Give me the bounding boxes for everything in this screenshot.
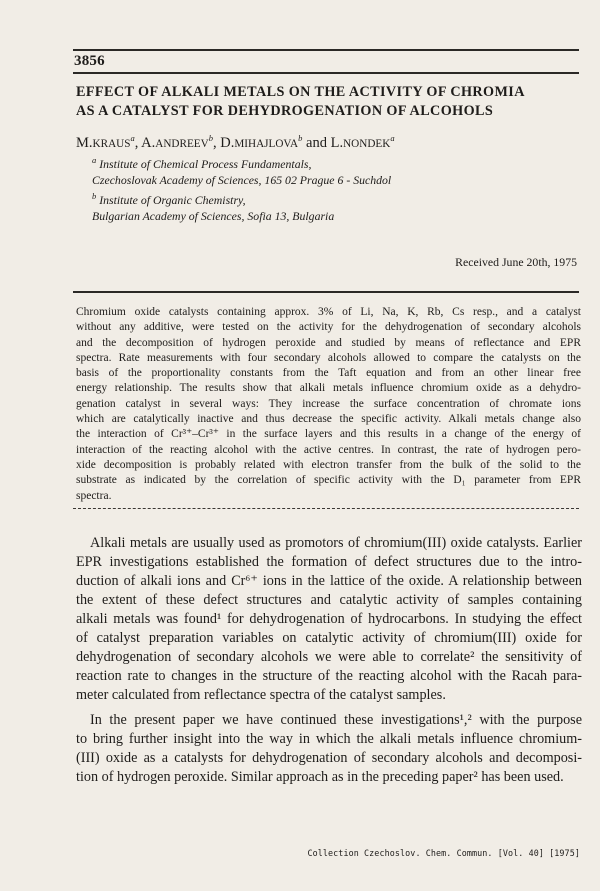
- author: A.ANDREEV$^b$,: [141, 133, 221, 151]
- abstract-top-rule: [73, 291, 579, 293]
- abstract-line: without any additive, were tested on the activity for the dehydrogenation of secondary alcohols: [76, 321, 581, 334]
- body-line: EPR investigations established the formation of defect structures due to the intro-: [76, 554, 582, 570]
- abstract-line: xide decomposition is probably related with electron transfer from the bulk of the solid to the: [76, 458, 581, 471]
- body-line: dehydrogenation of secondary alcohols we were able to correlate² the sensitivity of: [76, 649, 582, 665]
- article-title: [76, 83, 581, 121]
- abstract-line: spectra.: [76, 489, 112, 502]
- body-line: (III) oxide as a catalysts for dehydrogenation of secondary alcohols and decomposi-: [76, 750, 582, 766]
- author: L.NONDEK$^a$: [330, 133, 395, 151]
- author: D.MIHAJLOVA$^b$ and: [220, 133, 331, 151]
- abstract-line: Chromium oxide catalysts containing approx. 3% of Li, Na, K, Rb, Cs resp., and a catalyst: [76, 306, 581, 318]
- body-line: In the present paper we have continued these investigations¹,² with the purpose: [90, 712, 582, 728]
- abstract-line: genation catalyst in several ways: They increase the surface concentration of chromate ions: [76, 397, 581, 410]
- affiliations: [92, 152, 391, 225]
- abstract-line: energy relationship. The results show that alkali metals influence chromium oxide as a dehydro-: [76, 382, 581, 395]
- title-line: AS A CATALYST FOR DEHYDROGENATION OF ALCOHOLS: [76, 103, 494, 119]
- body-line: tion of hydrogen peroxide. Similar approach as in the preceding paper² has been used.: [76, 769, 564, 785]
- body-line: to bring further insight into the way in which the alkali metals influence chromium-: [76, 731, 582, 747]
- abstract-line: interaction of the reacting alcohol with the active centres. In contrast, the rate of hydrogen pero-: [76, 443, 581, 456]
- journal-footer: Collection Czechoslov. Chem. Commun. [Vol. 40] [1975]: [307, 848, 580, 858]
- title-line: EFFECT OF ALKALI METALS ON THE ACTIVITY OF CHROMIA: [76, 84, 525, 100]
- body-line: Alkali metals are usually used as promotors of chromium(III) oxide catalysts. Earlier: [90, 535, 582, 551]
- body-line: of catalyst preparation variables on catalytic activity of chromium(III) oxide for: [76, 630, 582, 646]
- author: M.KRAUS$^a$,: [76, 133, 142, 151]
- body-text: [76, 534, 582, 787]
- top-rule: [73, 49, 579, 51]
- abstract-line: spectra. Rate measurements with four secondary alcohols allowed to compare the catalysts on the: [76, 351, 581, 364]
- abstract-line: substrate as indicated by the correlation of specific activity with the D₁ parameter from EPR: [76, 474, 581, 487]
- body-line: alkali metals was found¹ for dehydrogenation of hydrocarbons. In studying the effect: [76, 611, 582, 627]
- abstract-line: and the decomposition of hydrogen peroxide and studied by means of reflectance and EPR: [76, 336, 581, 349]
- header-rule: [73, 72, 579, 74]
- abstract: [76, 305, 581, 504]
- body-line: the extent of these defect structures and catalytic activity of samples containing: [76, 592, 582, 608]
- body-line: duction of alkali ions and Cr⁶⁺ ions in the lattice of the oxide. A relationship between: [76, 573, 582, 589]
- affiliation: $^a$ Institute of Chemical Process Fundamentals, Czechoslovak Academy of Sciences, 165 02 Prague 6 - Suchdol: [92, 155, 392, 188]
- affiliation: $^b$ Institute of Organic Chemistry, Bulgarian Academy of Sciences, Sofia 13, Bulgaria: [92, 191, 335, 224]
- abstract-bottom-rule: [73, 508, 579, 509]
- abstract-line: basis of the proportionality constants from the Taft equation and from an other linear free: [76, 367, 581, 380]
- abstract-line: the interaction of Cr³⁺–Cr³⁺ in the surface layers and this results in a change of the energy of: [76, 428, 581, 441]
- received-date: Received June 20th, 1975: [455, 255, 577, 269]
- body-line: meter calculated from reflectance spectra of the catalyst samples.: [76, 687, 446, 703]
- abstract-line: which are catalytically inactive and thus decrease the specific activity. Alkali metals change also: [76, 413, 581, 426]
- page-number: 3856: [74, 53, 105, 69]
- author-list: [76, 133, 395, 152]
- body-line: reaction rate to changes in the structure of the reacting alcohol with the Racah para-: [76, 668, 582, 684]
